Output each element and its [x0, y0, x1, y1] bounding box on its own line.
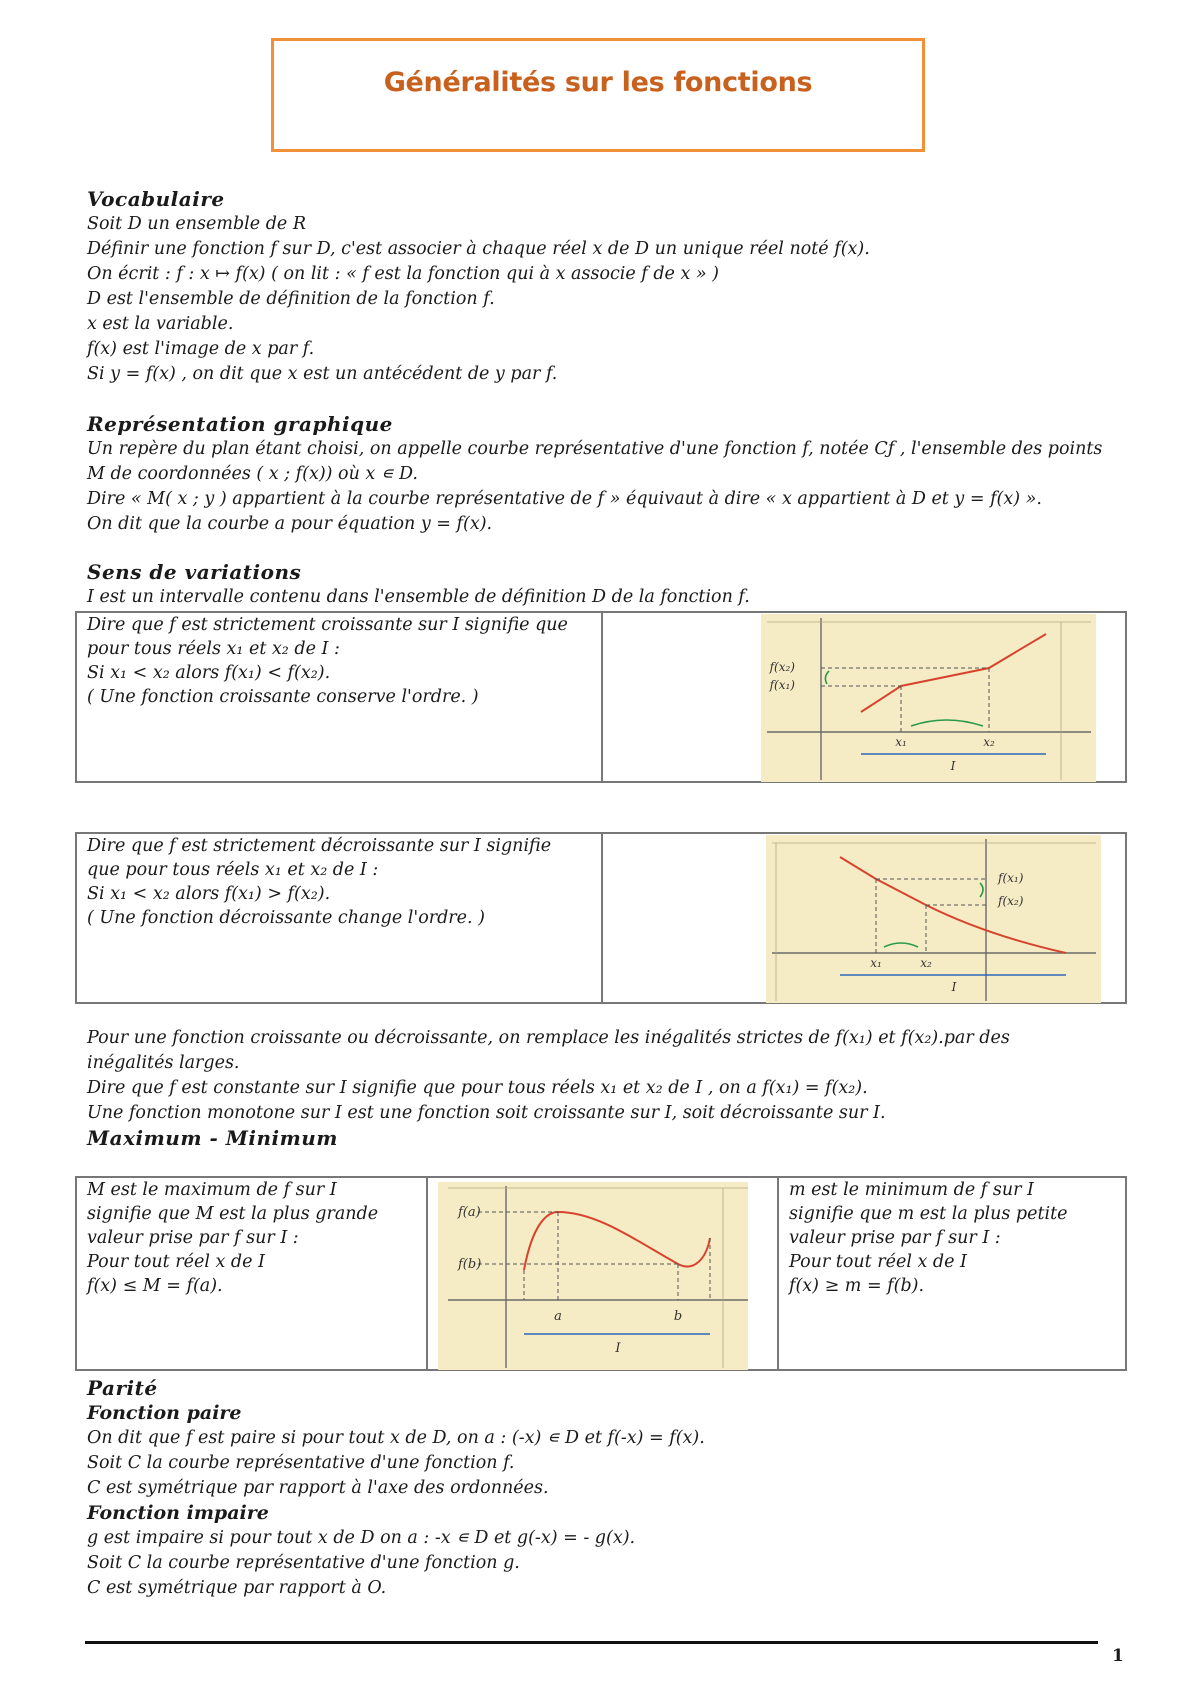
- text-line: Pour une fonction croissante ou décroissante, on remplace les inégalités strictes de f(x₁) et f(x₂).par des: [87, 1028, 1010, 1048]
- text-line: f(x) est l'image de x par f.: [87, 339, 315, 359]
- footer-rule: [85, 1641, 1098, 1644]
- text-line: valeur prise par f sur I :: [789, 1228, 1001, 1248]
- text-line: M est le maximum de f sur I: [87, 1180, 337, 1200]
- decreasing-text-cell: [76, 833, 602, 1003]
- text-line: On écrit : f : x ↦ f(x) ( on lit : « f est la fonction qui à x associe f de x » ): [87, 264, 719, 284]
- section-vocabulaire: [87, 187, 1137, 387]
- text-line: m est le minimum de f sur I: [789, 1180, 1034, 1200]
- label-I: I: [615, 1341, 621, 1356]
- section-parite: [87, 1376, 1137, 1601]
- maxmin-graph-cell: [427, 1177, 778, 1370]
- label-fx2: f(x₂): [998, 894, 1024, 908]
- label-x2: x₂: [983, 735, 995, 749]
- label-I: I: [950, 759, 956, 773]
- text-line: Pour tout réel x de I: [87, 1252, 265, 1272]
- increasing-graph: [761, 614, 1096, 782]
- text-line: Si x₁ < x₂ alors f(x₁) > f(x₂).: [87, 884, 331, 904]
- label-fa: f(a): [458, 1205, 481, 1220]
- label-x2: x₂: [920, 956, 932, 970]
- decreasing-graph-cell: [602, 833, 1126, 1003]
- text-line: g est impaire si pour tout x de D on a : -x ∊ D et g(-x) = - g(x).: [87, 1528, 636, 1548]
- text-line: On dit que f est paire si pour tout x de D, on a : (-x) ∊ D et f(-x) = f(x).: [87, 1428, 705, 1448]
- section-variations: [87, 560, 1137, 610]
- text-line: I est un intervalle contenu dans l'ensemble de définition D de la fonction f.: [87, 587, 750, 607]
- increasing-graph-cell: [602, 612, 1126, 782]
- increasing-table: [75, 611, 1127, 783]
- text-line: Si y = f(x) , on dit que x est un antécédent de y par f.: [87, 364, 558, 384]
- text-line: Soit C la courbe représentative d'une fonction f.: [87, 1453, 515, 1473]
- section-heading: Parité: [87, 1376, 158, 1400]
- text-line: f(x) ≥ m = f(b).: [789, 1276, 925, 1296]
- text-line: Dire que f est strictement décroissante sur I signifie: [87, 836, 552, 856]
- text-line: valeur prise par f sur I :: [87, 1228, 299, 1248]
- text-line: C est symétrique par rapport à l'axe des ordonnées.: [87, 1478, 549, 1498]
- decreasing-graph: [766, 835, 1101, 1003]
- text-line: ( Une fonction décroissante change l'ordre. ): [87, 908, 485, 928]
- section-heading: Maximum - Minimum: [87, 1126, 338, 1150]
- label-x1: x₁: [870, 956, 882, 970]
- section-heading: Représentation graphique: [87, 412, 393, 436]
- text-line: C est symétrique par rapport à O.: [87, 1578, 387, 1598]
- label-fx2: f(x₂): [769, 660, 795, 674]
- page-title: Généralités sur les fonctions: [383, 67, 813, 98]
- subheading-odd: Fonction impaire: [87, 1502, 269, 1524]
- min-text-cell: [778, 1177, 1126, 1370]
- text-line: Dire « M( x ; y ) appartient à la courbe représentative de f » équivaut à dire « x appartient à D et y = f(x) ».: [87, 489, 1042, 509]
- section-heading: Sens de variations: [87, 560, 302, 584]
- text-line: x est la variable.: [87, 314, 234, 334]
- section-heading: Vocabulaire: [87, 187, 225, 211]
- increasing-text-cell: [76, 612, 602, 782]
- text-line: signifie que m est la plus petite: [789, 1204, 1068, 1224]
- section-variations-notes: [87, 1026, 1137, 1151]
- text-line: pour tous réels x₁ et x₂ de I :: [87, 639, 340, 659]
- label-fb: f(b): [458, 1257, 482, 1272]
- text-line: Un repère du plan étant choisi, on appelle courbe représentative d'une fonction f, notée Cƒ , l'ensemble des points: [87, 439, 1103, 459]
- label-x1: x₁: [895, 735, 907, 749]
- text-line: D est l'ensemble de définition de la fonction f.: [87, 289, 495, 309]
- text-line: Si x₁ < x₂ alors f(x₁) < f(x₂).: [87, 663, 331, 683]
- label-b: b: [673, 1309, 683, 1324]
- text-line: Dire que f est constante sur I signifie que pour tous réels x₁ et x₂ de I , on a f(x₁) = f(x₂).: [87, 1078, 868, 1098]
- maxmin-graph: [438, 1182, 748, 1370]
- text-line: M de coordonnées ( x ; f(x)) où x ∊ D.: [87, 464, 418, 484]
- section-representation: [87, 412, 1137, 537]
- label-fx1: f(x₁): [998, 871, 1024, 885]
- title-box: [271, 38, 925, 152]
- subheading-even: Fonction paire: [87, 1402, 242, 1424]
- decreasing-table: [75, 832, 1127, 1004]
- text-line: On dit que la courbe a pour équation y = f(x).: [87, 514, 493, 534]
- maxmin-table: [75, 1176, 1127, 1371]
- text-line: Une fonction monotone sur I est une fonction soit croissante sur I, soit décroissante sur I.: [87, 1103, 886, 1123]
- max-text-cell: [76, 1177, 427, 1370]
- text-line: inégalités larges.: [87, 1053, 240, 1073]
- text-line: que pour tous réels x₁ et x₂ de I :: [87, 860, 379, 880]
- label-I: I: [951, 980, 957, 994]
- text-line: ( Une fonction croissante conserve l'ordre. ): [87, 687, 479, 707]
- text-line: Pour tout réel x de I: [789, 1252, 967, 1272]
- text-line: Soit D un ensemble de R: [87, 214, 306, 234]
- label-a: a: [554, 1309, 562, 1324]
- label-fx1: f(x₁): [769, 678, 795, 692]
- text-line: signifie que M est la plus grande: [87, 1204, 379, 1224]
- page-number: 1: [1112, 1646, 1124, 1666]
- text-line: Soit C la courbe représentative d'une fonction g.: [87, 1553, 520, 1573]
- text-line: Dire que f est strictement croissante sur I signifie que: [87, 615, 568, 635]
- text-line: f(x) ≤ M = f(a).: [87, 1276, 223, 1296]
- text-line: Définir une fonction f sur D, c'est associer à chaque réel x de D un unique réel noté f(x).: [87, 239, 870, 259]
